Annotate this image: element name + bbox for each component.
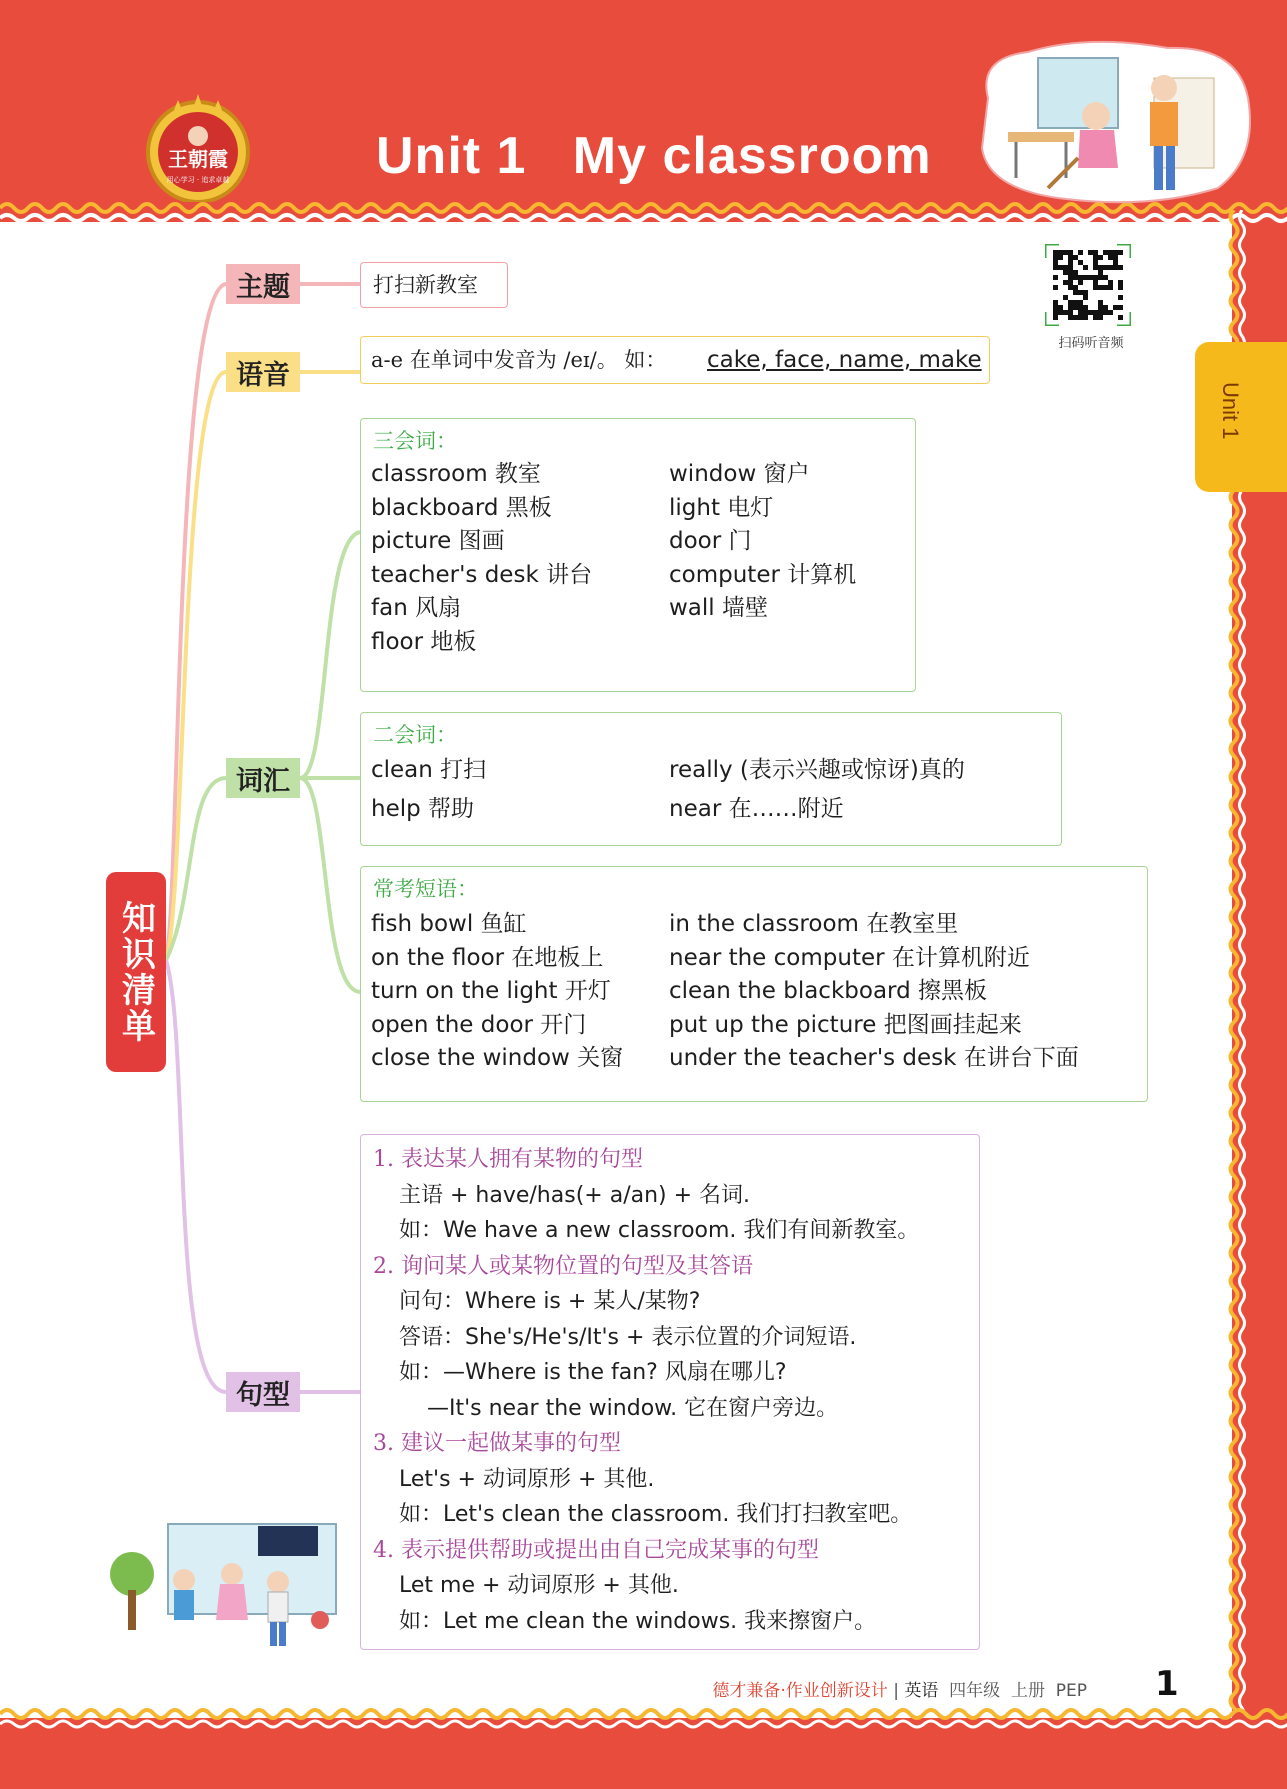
classroom-scene-illustration <box>108 1520 340 1650</box>
qr-label: 扫码听音频 <box>1058 336 1124 351</box>
sentence-pattern-heading: 1. 表达某人拥有某物的句型 <box>373 1147 643 1172</box>
vocab-phrase: under the teacher's desk 在讲台下面 <box>669 1045 1079 1071</box>
footer-sep: | <box>893 1681 899 1701</box>
vocab-phrase: put up the picture 把图画挂起来 <box>669 1011 1022 1038</box>
sentence-pattern-heading: 4. 表示提供帮助或提出由自己完成某事的句型 <box>373 1537 819 1563</box>
unit-tab-label: Unit 1 <box>1218 382 1243 440</box>
vocab-word: help 帮助 <box>371 796 475 822</box>
vocab-phrase: near the computer 在计算机附近 <box>669 944 1030 971</box>
vocab-word: near 在……附近 <box>669 796 844 822</box>
vocab-phrase: fish bowl 鱼缸 <box>371 911 527 937</box>
vocab-word: window 窗户 <box>669 461 810 487</box>
sentence-pattern-line: 主语 + have/has(+ a/an) + 名词. <box>399 1182 751 1208</box>
footer-info <box>712 1676 1087 1701</box>
vocab-word: teacher's desk 讲台 <box>371 561 593 588</box>
phonics-examples: cake, face, name, make <box>707 347 982 373</box>
sentence-pattern-line: 问句：Where is + 某人/某物? <box>399 1289 701 1314</box>
footer-grade: 四年级 上册 PEP <box>938 1681 1087 1701</box>
kids-cleaning-illustration <box>968 38 1256 206</box>
unit-side-tab[interactable] <box>1195 342 1287 492</box>
vocab-phrase: close the window 关窗 <box>371 1045 624 1071</box>
phonics-box <box>360 336 990 384</box>
vocab-word: really (表示兴趣或惊讶)真的 <box>669 757 965 783</box>
sentence-pattern-line: 答语：She's/He's/It's + 表示位置的介词短语. <box>399 1324 857 1350</box>
vocab-word: clean 打扫 <box>371 757 487 783</box>
mindmap-root: 知识清单 <box>106 872 166 1072</box>
node-topic: 主题 <box>226 264 300 304</box>
sentence-pattern-line: —It's near the window. 它在窗户旁边。 <box>399 1395 839 1421</box>
vocab-three-heading: 三会词： <box>373 429 457 453</box>
sentence-pattern-line: 如：Let's clean the classroom. 我们打扫教室吧。 <box>399 1502 913 1527</box>
vocab-phrase: in the classroom 在教室里 <box>669 911 959 937</box>
topic-box <box>360 262 508 308</box>
node-vocabulary: 词汇 <box>226 758 300 798</box>
node-phonics: 语音 <box>226 352 300 392</box>
qr-code[interactable] <box>1045 244 1131 326</box>
sentence-pattern-line: 如：—Where is the fan? 风扇在哪儿? <box>399 1360 787 1385</box>
phonics-rule: a-e 在单词中发音为 /eɪ/。 如： <box>371 348 667 372</box>
sentences-box <box>360 1134 980 1650</box>
vocab-word: fan 风扇 <box>371 595 462 621</box>
vocab-word: door 门 <box>669 528 752 554</box>
vocab-word: light 电灯 <box>669 494 774 521</box>
vocab-two-box <box>360 712 1062 846</box>
sentence-pattern-line: Let's + 动词原形 + 其他. <box>399 1466 655 1492</box>
page-number: 1 <box>1155 1664 1179 1704</box>
vocab-three-box <box>360 418 916 692</box>
bottom-wave-border <box>0 1700 1287 1740</box>
vocab-word: computer 计算机 <box>669 561 857 588</box>
brand-logo <box>130 90 266 202</box>
node-sentences: 句型 <box>226 1372 300 1412</box>
footer-subject: 英语 <box>904 1681 939 1701</box>
footer-brand: 德才兼备·作业创新设计 <box>712 1681 888 1701</box>
topic-text: 打扫新教室 <box>373 273 478 297</box>
page-title: Unit 1 My classroom <box>376 127 932 185</box>
vocab-word: classroom 教室 <box>371 461 541 487</box>
vocab-phrases-heading: 常考短语： <box>373 877 478 901</box>
vocab-phrases-box <box>360 866 1148 1102</box>
vocab-word: blackboard 黑板 <box>371 494 552 521</box>
logo-text: 王朝霞 <box>168 147 228 171</box>
sentence-pattern-heading: 2. 询问某人或某物位置的句型及其答语 <box>373 1253 753 1279</box>
vocab-phrase: clean the blackboard 擦黑板 <box>669 978 988 1004</box>
vocab-word: picture 图画 <box>371 528 505 554</box>
sentence-pattern-heading: 3. 建议一起做某事的句型 <box>373 1431 621 1456</box>
vocab-phrase: open the door 开门 <box>371 1011 587 1038</box>
sentence-pattern-line: 如：We have a new classroom. 我们有间新教室。 <box>399 1218 920 1243</box>
logo-slogan: 用心学习 · 追求卓越 <box>166 176 230 184</box>
vocab-two-heading: 二会词： <box>373 723 457 747</box>
vocab-word: floor 地板 <box>371 628 477 655</box>
sentence-pattern-line: Let me + 动词原形 + 其他. <box>399 1573 679 1598</box>
vocab-phrase: on the floor 在地板上 <box>371 944 604 971</box>
vocab-word: wall 墙壁 <box>669 595 768 621</box>
vocab-phrase: turn on the light 开灯 <box>371 978 611 1004</box>
sentence-pattern-line: 如：Let me clean the windows. 我来擦窗户。 <box>399 1608 877 1634</box>
